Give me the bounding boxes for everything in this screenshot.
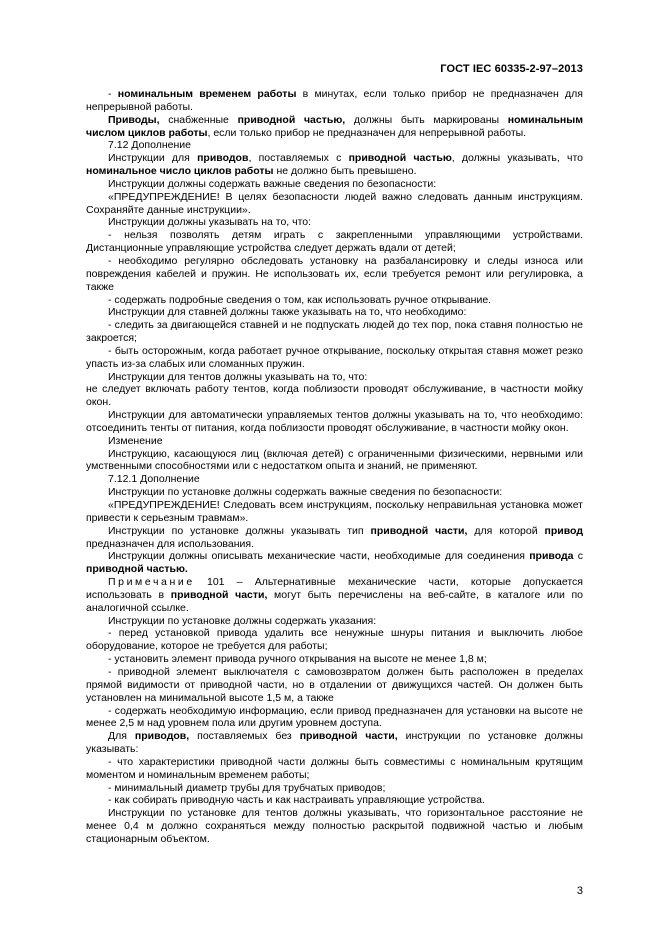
text-run: должны быть маркированы — [345, 113, 508, 126]
paragraph-p32 — [86, 782, 583, 795]
text-run: в минутах, если только прибор не предназначен для непрерывной работы. — [86, 88, 583, 113]
text-run: Инструкции должны указывать на то, что: — [108, 216, 312, 229]
text-run: - нельзя позволять детям играть с закрепленными управляющими устройствами. Дистанционные управляющие устройства следует держать вдали от детей; — [86, 229, 583, 255]
text-run: Инструкции для — [108, 152, 198, 165]
text-run: Изменение — [108, 434, 163, 447]
text-run: Для — [108, 730, 135, 743]
paragraph-p19 — [86, 473, 583, 486]
paragraph-p04 — [86, 152, 583, 178]
text-run: - приводной элемент выключателя с самовозвратом должен быть расположен в пределах прямой видимости от приводной части, но в отдалении от движущихся частей. Он должен быть установлен на минимальной высоте 1,5 м, а также — [86, 665, 583, 704]
text-run: «ПРЕДУПРЕЖДЕНИЕ! Следовать всем инструкциям, поскольку неправильная установка может привести к серьезным травмам». — [86, 499, 583, 524]
text-run: Инструкцию, касающуюся лиц (включая детей) с ограниченными физическими, нервными или умственными способностями или с недостатком опыта и знаний, не применяют. — [86, 447, 583, 473]
paragraph-p18 — [86, 448, 583, 474]
text-run: снабженные — [159, 113, 238, 126]
bold-term: приводной частью. — [86, 563, 188, 576]
text-run: «ПРЕДУПРЕЖДЕНИЕ! В целях безопасности людей важно следовать данным инструкциям. Сохраняйте данные инструкции». — [86, 190, 583, 216]
text-run: Инструкции для автоматически управляемых тентов должны указывать на то, что необходимо: отсоединить тенты от питания, когда поблизости проводят обслуживание, в частности мойку окон. — [86, 409, 583, 434]
text-run: не должно быть превышено. — [273, 165, 417, 178]
paragraph-p14 — [86, 371, 583, 384]
paragraph-p09 — [86, 255, 583, 294]
text-run: - необходимо регулярно обследовать установку на разбалансировку и следы износа или повреждения кабелей и пружин. Не использовать их, если требуется ремонт или регулировка, а также — [86, 254, 583, 293]
paragraph-p03 — [86, 139, 583, 152]
text-run: , если только прибор не предназначен для непрерывной работы. — [207, 126, 527, 139]
bold-term: приводов — [197, 152, 249, 165]
text-run: - — [108, 88, 118, 100]
paragraph-p01 — [86, 88, 583, 114]
paragraph-p08 — [86, 229, 583, 255]
paragraph-p25 — [86, 615, 583, 628]
paragraph-p22 — [86, 525, 583, 551]
text-run: 101 – Альтернативные механические части, которые допускается использовать в — [86, 576, 583, 601]
text-run: Инструкции должны описывать механические части, необходимые для соединения — [108, 550, 530, 563]
paragraph-p24 — [86, 576, 583, 615]
paragraph-p11 — [86, 306, 583, 319]
text-run: Инструкции по установке должны указывать тип — [108, 524, 371, 537]
bold-term: приводов, — [134, 730, 190, 743]
paragraph-p21 — [86, 499, 583, 525]
text-run: - следить за двигающейся ставней и не подпускать людей до тех пор, пока ставня полностью не закроется; — [86, 319, 583, 345]
paragraph-p07 — [86, 216, 583, 229]
bold-term: приводной частью, — [237, 113, 346, 126]
text-run: - установить элемент привода ручного открывания на высоте не менее 1,8 м; — [108, 653, 487, 666]
paragraph-p27 — [86, 653, 583, 666]
text-run: - перед установкой привода удалить все ненужные шнуры питания и выключить любое оборудование, которое не требуется для работы; — [86, 627, 583, 653]
bold-term: привода — [529, 550, 574, 563]
document-header: ГОСТ IEC 60335-2-97–2013 — [440, 63, 583, 75]
text-run: - как собирать приводную часть и как настраивать управляющие устройства. — [108, 794, 485, 807]
text-run: - содержать подробные сведения о том, как использовать ручное открывание. — [108, 293, 492, 306]
paragraph-p06 — [86, 191, 583, 217]
bold-term: номинальным временем работы — [117, 88, 297, 100]
text-run: Инструкции должны содержать важные сведения по безопасности: — [108, 177, 437, 190]
paragraph-p10 — [86, 294, 583, 307]
text-run: Инструкции для ставней должны также указывать на то, что необходимо: — [108, 306, 467, 319]
paragraph-p05 — [86, 178, 583, 191]
text-run: , поставляемых с — [248, 152, 349, 165]
paragraph-p12 — [86, 319, 583, 345]
paragraph-p17 — [86, 435, 583, 448]
bold-term: приводной части, — [299, 730, 398, 743]
text-run: - что характеристики приводной части должны быть совместимы с номинальным крутящим моментом и номинальным временем работы; — [86, 755, 583, 781]
bold-term: номинальным числом циклов работы — [86, 113, 583, 139]
text-run: поставляемых без — [189, 730, 300, 743]
paragraph-p26 — [86, 627, 583, 653]
bold-term: приводной части, — [170, 588, 268, 601]
document-body — [86, 88, 583, 846]
text-run: 7.12 Дополнение — [108, 139, 191, 152]
text-run: Инструкции по установке должны содержать указания: — [108, 614, 377, 627]
text-run: предназначен для использования. — [86, 537, 254, 550]
bold-term: привод — [544, 524, 583, 537]
paragraph-p20 — [86, 486, 583, 499]
text-run: , должны указывать, что — [451, 152, 584, 165]
text-run: с — [573, 550, 584, 563]
text-run: могут быть перечислены на веб-сайте, в каталоге или по аналогичной ссылке. — [86, 588, 583, 614]
text-run: - быть осторожным, когда работает ручное открывание, поскольку открытая ставня может резко упасть из-за слабых или сломанных пружин. — [86, 344, 583, 370]
text-run: Инструкции по установке должны содержать важные сведения по безопасности: — [108, 486, 503, 499]
text-run: 7.12.1 Дополнение — [108, 473, 200, 486]
paragraph-p30 — [86, 730, 583, 756]
note-label: Примечание — [108, 576, 195, 589]
bold-term: приводной части, — [370, 524, 468, 537]
text-run: не следует включать работу тентов, когда поблизости проводят обслуживание, в частности мойку окон. — [86, 383, 583, 409]
bold-term: номинальное число циклов работы — [86, 165, 274, 178]
paragraph-p29 — [86, 705, 583, 731]
paragraph-p16 — [86, 409, 583, 435]
paragraph-p15 — [86, 383, 583, 409]
text-run: Инструкции по установке для тентов должны указывать, что горизонтальное расстояние не менее 0,4 м должно сохраняться между полностью раскрытой подвижной частью и любым стационарным объектом. — [86, 807, 583, 845]
bold-term: приводной частью — [348, 152, 452, 165]
page-number: 3 — [576, 885, 583, 897]
paragraph-p23 — [86, 550, 583, 576]
text-run: - минимальный диаметр трубы для трубчатых приводов; — [108, 781, 386, 794]
paragraph-p13 — [86, 345, 583, 371]
text-run: - содержать необходимую информацию, если привод предназначен для установки на высоте не менее 2,5 м над уровнем пола или другим уровнем доступа. — [86, 704, 583, 730]
text-run: инструкции по установке должны указывать: — [86, 730, 584, 756]
paragraph-p31 — [86, 756, 583, 782]
text-run: для которой — [467, 524, 545, 537]
paragraph-p02 — [86, 114, 583, 140]
paragraph-p33 — [86, 794, 583, 807]
paragraph-p28 — [86, 666, 583, 705]
text-run: Инструкции для тентов должны указывать на то, что: — [108, 370, 368, 383]
bold-term: Приводы, — [108, 113, 160, 126]
paragraph-p34 — [86, 807, 583, 846]
